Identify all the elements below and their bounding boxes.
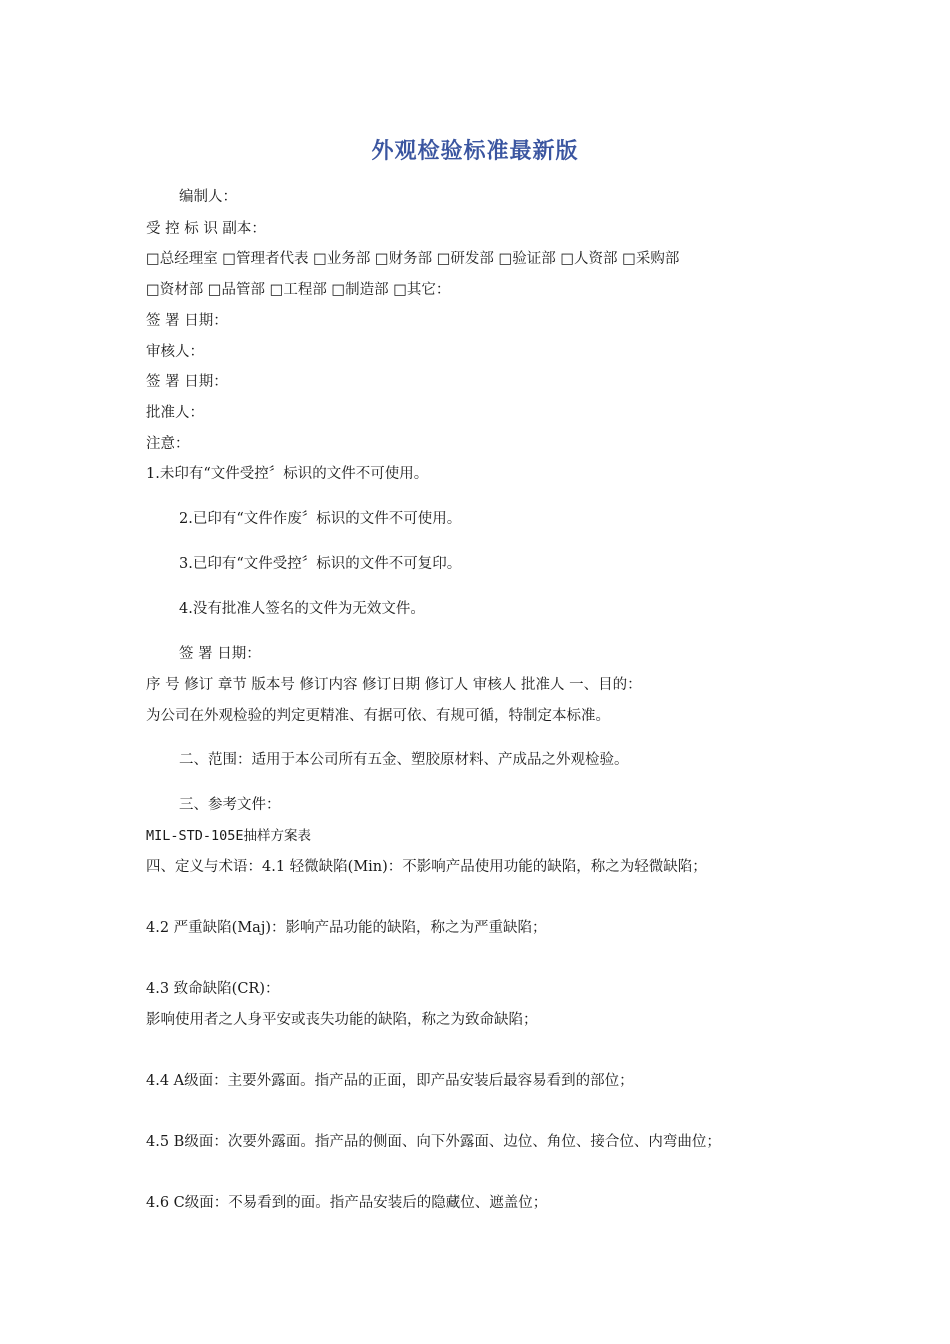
note-item: 3.已印有“文件受控〞标识的文件不可复印。 bbox=[179, 556, 462, 572]
notes-label: 注意： bbox=[146, 436, 190, 452]
controlled-copy-line: 受 控 标 识 副本： bbox=[146, 221, 266, 237]
reference-text: MIL-STD-105E抽样方案表 bbox=[146, 828, 312, 844]
reference-label: 三、参考文件： bbox=[179, 797, 281, 813]
note-item: 4.没有批准人签名的文件为无效文件。 bbox=[179, 601, 425, 617]
editor-line: 编制人： bbox=[179, 189, 237, 205]
definition-item: 4.5 B级面：次要外露面。指产品的侧面、向下外露面、边位、角位、接合位、内弯曲位； bbox=[146, 1134, 721, 1150]
definition-item: 四、定义与术语：4.1 轻微缺陷(Min)：不影响产品使用功能的缺陷，称之为轻微缺陷； bbox=[146, 859, 707, 875]
department-checklist-2: □资材部 □品管部 □工程部 □制造部 □其它： bbox=[146, 282, 451, 298]
note-item: 2.已印有“文件作废〞标识的文件不可使用。 bbox=[179, 511, 462, 527]
definition-item: 影响使用者之人身平安或丧失功能的缺陷，称之为致命缺陷； bbox=[146, 1012, 538, 1028]
revision-table-header: 序 号 修订 章节 版本号 修订内容 修订日期 修订人 审核人 批准人 一、目的： bbox=[146, 677, 642, 693]
scope-text: 二、范围：适用于本公司所有五金、塑胶原材料、产成品之外观检验。 bbox=[179, 752, 629, 768]
document-title: 外观检验标准最新版 bbox=[371, 139, 579, 164]
department-checklist-1: □总经理室 □管理者代表 □业务部 □财务部 □研发部 □验证部 □人资部 □采购部 bbox=[146, 251, 680, 267]
definition-item: 4.4 A级面：主要外露面。指产品的正面，即产品安装后最容易看到的部位； bbox=[146, 1073, 634, 1089]
purpose-text: 为公司在外观检验的判定更精准、有据可依、有规可循，特制定本标准。 bbox=[146, 708, 610, 724]
sign-date-line: 签 署 日期： bbox=[179, 646, 261, 662]
sign-date-line: 签 署 日期： bbox=[146, 374, 228, 390]
definition-item: 4.6 C级面：不易看到的面。指产品安装后的隐藏位、遮盖位； bbox=[146, 1195, 548, 1211]
definition-item: 4.2 严重缺陷(Maj)：影响产品功能的缺陷，称之为严重缺陷； bbox=[146, 920, 547, 936]
approver-line: 批准人： bbox=[146, 405, 204, 421]
sign-date-line: 签 署 日期： bbox=[146, 313, 228, 329]
reviewer-line: 审核人： bbox=[146, 344, 204, 360]
note-item: 1.未印有“文件受控〞标识的文件不可使用。 bbox=[146, 466, 429, 482]
definition-item: 4.3 致命缺陷(CR)： bbox=[146, 981, 280, 997]
